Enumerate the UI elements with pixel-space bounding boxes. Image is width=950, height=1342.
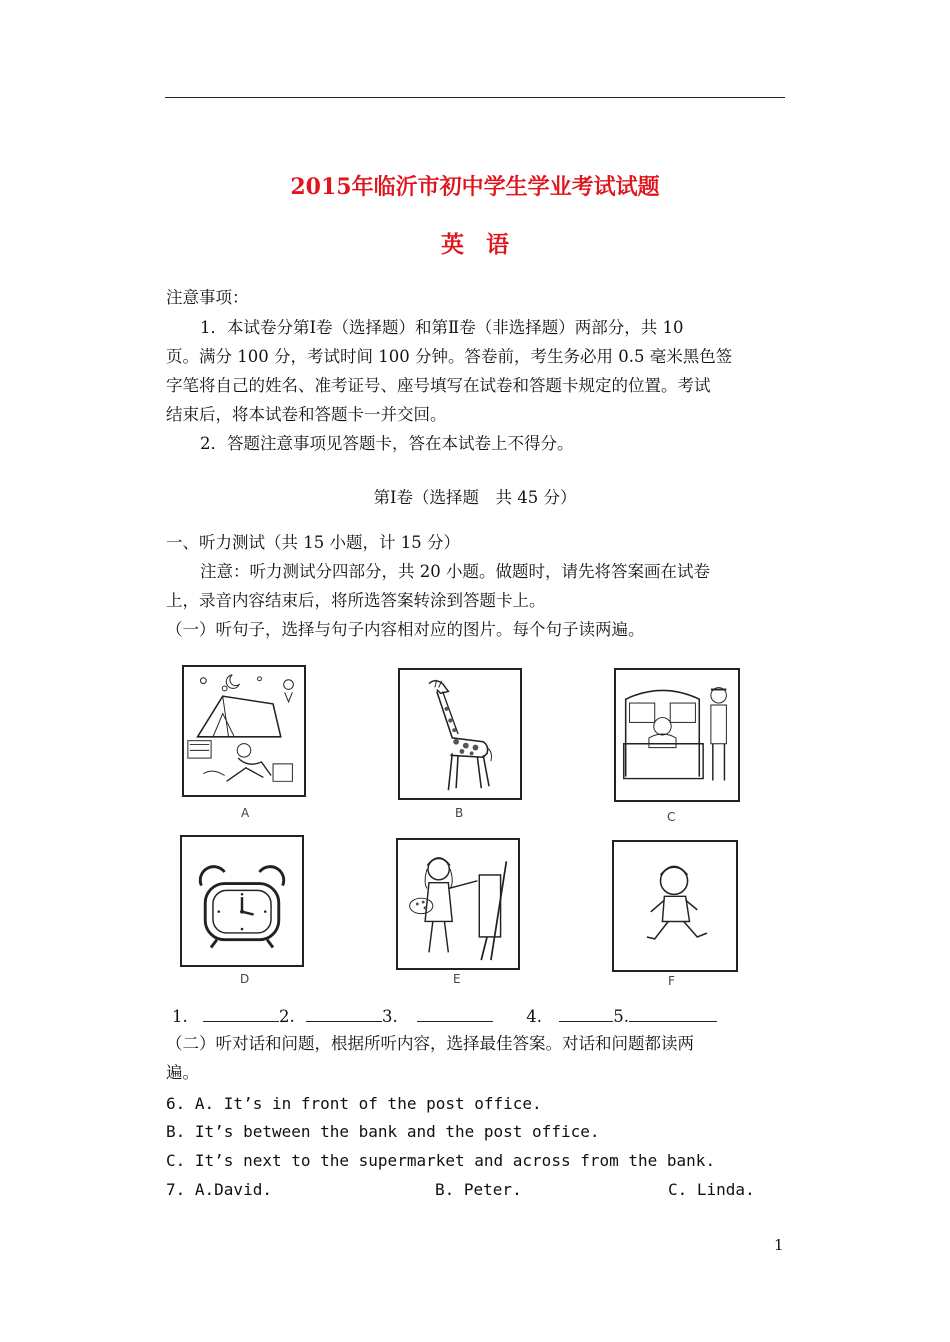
picture-b-label: B — [455, 806, 464, 820]
girl-painting-icon — [398, 840, 518, 968]
exam-title: 2015年临沂市初中学生学业考试试题 — [290, 174, 660, 200]
sub-section-2: （二）听对话和问题，根据所听内容，选择最佳答案。对话和问题都读两 — [166, 1034, 694, 1053]
notice-heading: 注意事项： — [166, 288, 249, 307]
answer-blanks — [172, 1007, 717, 1026]
sub-section-2-cont: 遍。 — [166, 1063, 199, 1082]
picture-a-label: A — [241, 806, 250, 820]
answer-number: 4. — [526, 1007, 542, 1026]
part1-heading: 第Ⅰ卷（选择题 共 45 分） — [373, 488, 577, 507]
question-6-option-b: B. It’s between the bank and the post office. — [166, 1122, 600, 1141]
question-7-option-a: 7. A.David. — [166, 1180, 272, 1199]
picture-c — [614, 668, 740, 802]
listening-note: 注意：听力测试分四部分，共 20 小题。做题时，请先将答案画在试卷 — [200, 562, 710, 581]
boy-running-icon — [614, 842, 736, 970]
notice-line: 结束后，将本试卷和答题卡一并交回。 — [166, 405, 447, 424]
sub-section-1: （一）听句子，选择与句子内容相对应的图片。每个句子读两遍。 — [166, 620, 645, 639]
answer-blank-1[interactable] — [203, 1007, 279, 1022]
question-7-option-c: C. Linda. — [668, 1180, 755, 1199]
listening-note: 上，录音内容结束后，将所选答案转涂到答题卡上。 — [166, 591, 546, 610]
notice-line: 页。满分 100 分，考试时间 100 分钟。答卷前，考生务必用 0.5 毫米黑色签 — [166, 347, 733, 366]
question-6-option-c: C. It’s next to the supermarket and across from the bank. — [166, 1151, 716, 1170]
picture-e-label: E — [453, 972, 461, 986]
subject-title: 英语 — [441, 231, 531, 258]
answer-blank-2[interactable] — [306, 1007, 382, 1022]
notice-line: 1．本试卷分第Ⅰ卷（选择题）和第Ⅱ卷（非选择题）两部分，共 10 — [200, 318, 684, 337]
section-title: 一、听力测试（共 15 小题，计 15 分） — [166, 533, 460, 552]
notice-line: 字笔将自己的姓名、准考证号、座号填写在试卷和答题卡规定的位置。考试 — [166, 376, 711, 395]
answer-number: 3. — [382, 1007, 398, 1026]
picture-d-label: D — [240, 972, 250, 986]
picture-b — [398, 668, 522, 800]
answer-number: 1. — [172, 1007, 188, 1026]
page-number: 1 — [774, 1236, 784, 1254]
answer-number: 5. — [613, 1007, 629, 1026]
picture-a — [182, 665, 306, 797]
picture-e — [396, 838, 520, 970]
answer-blank-4[interactable] — [559, 1007, 613, 1022]
giraffe-icon — [400, 670, 520, 798]
answer-blank-3[interactable] — [417, 1007, 493, 1022]
answer-blank-5[interactable] — [629, 1007, 717, 1022]
alarm-clock-icon — [182, 837, 302, 965]
picture-f-label: F — [668, 974, 675, 988]
notice-line: 2．答题注意事项见答题卡，答在本试卷上不得分。 — [200, 434, 574, 453]
camping-tent-icon — [184, 667, 304, 795]
answer-number: 2. — [279, 1007, 295, 1026]
header-rule — [165, 97, 785, 98]
bedroom-icon — [616, 670, 738, 800]
picture-f — [612, 840, 738, 972]
question-6-option-a: 6. A. It’s in front of the post office. — [166, 1094, 542, 1113]
picture-c-label: C — [667, 810, 676, 824]
picture-d — [180, 835, 304, 967]
question-7-option-b: B. Peter. — [435, 1180, 522, 1199]
